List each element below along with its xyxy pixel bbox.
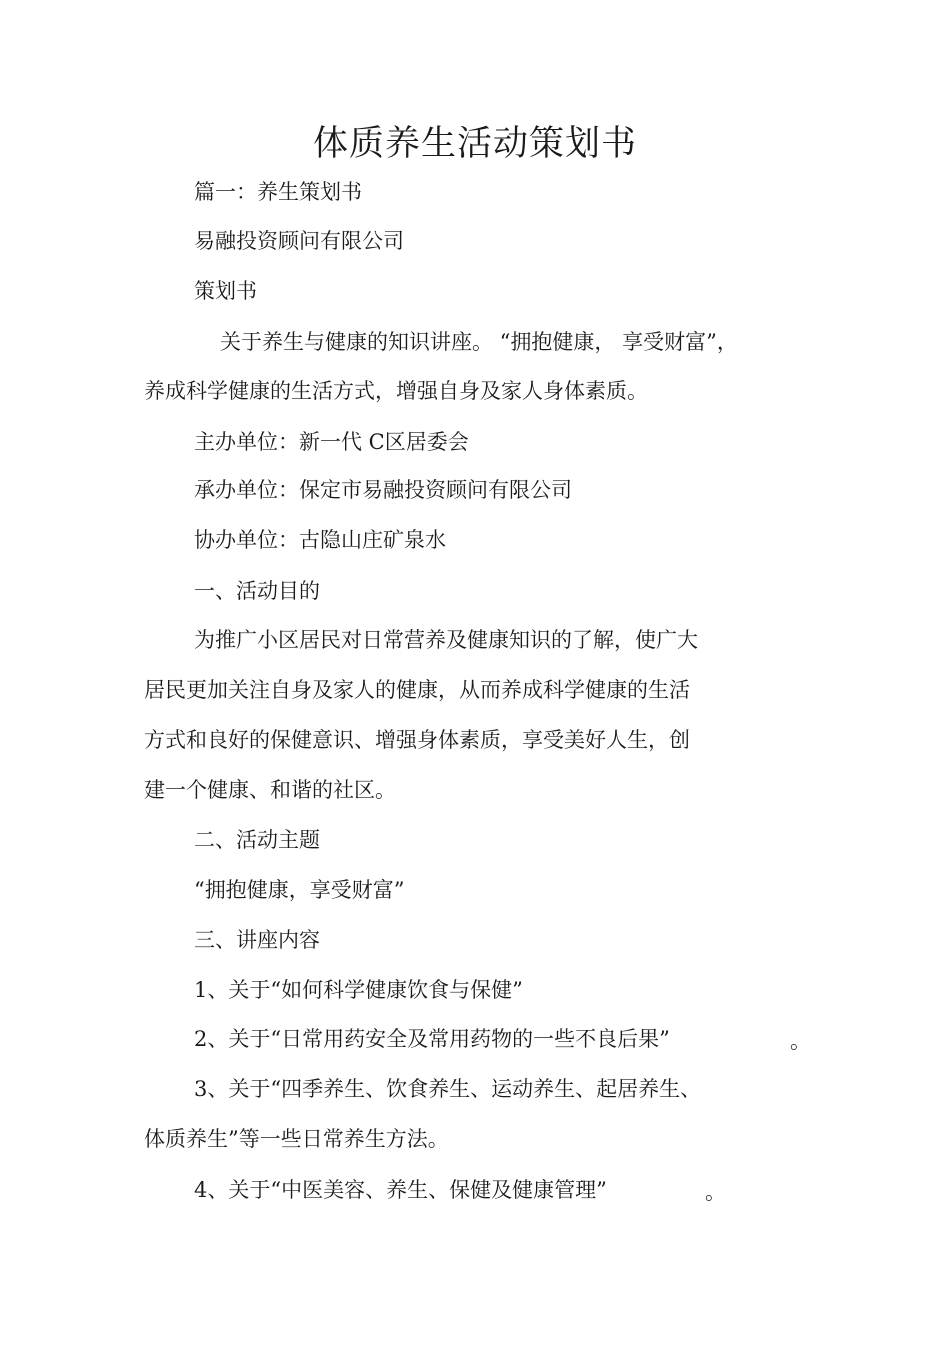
- chapter-heading: 篇一：养生策划书: [194, 180, 362, 204]
- content-item-4: 4、关于“中医美容、养生、保健及健康管理”: [194, 1178, 607, 1202]
- intro-line-1: 关于养生与健康的知识讲座。 “拥抱健康， 享受财富”，: [220, 330, 738, 354]
- content-item-2: 2、关于“日常用药安全及常用药物的一些不良后果”: [194, 1027, 670, 1051]
- theme-text: “拥抱健康，享受财富”: [194, 878, 405, 902]
- co-organizer: 协办单位：古隐山庄矿泉水: [194, 528, 446, 552]
- undertaker: 承办单位：保定市易融投资顾问有限公司: [194, 478, 572, 502]
- document-title: 体质养生活动策划书: [312, 124, 637, 164]
- section-heading-content: 三、讲座内容: [194, 928, 320, 952]
- content-item-2-end-mark: 。: [790, 1029, 811, 1053]
- purpose-line-4: 建一个健康、和谐的社区。: [144, 778, 396, 802]
- content-item-3-line-2: 体质养生”等一些日常养生方法。: [144, 1127, 449, 1151]
- section-heading-theme: 二、活动主题: [194, 828, 320, 852]
- purpose-line-3: 方式和良好的保健意识、增强身体素质，享受美好人生，创: [144, 728, 690, 752]
- content-item-4-end-mark: 。: [705, 1180, 726, 1204]
- content-item-3-line-1: 3、关于“四季养生、饮食养生、运动养生、起居养生、: [194, 1077, 702, 1101]
- plan-label: 策划书: [194, 279, 257, 303]
- purpose-line-1: 为推广小区居民对日常营养及健康知识的了解，使广大: [194, 628, 698, 652]
- organizer: 主办单位：新一代 C区居委会: [194, 430, 469, 454]
- intro-line-2: 养成科学健康的生活方式，增强自身及家人身体素质。: [144, 379, 648, 403]
- company-name: 易融投资顾问有限公司: [194, 229, 404, 253]
- content-item-1: 1、关于“如何科学健康饮食与保健”: [194, 978, 523, 1002]
- section-heading-purpose: 一、活动目的: [194, 579, 320, 603]
- purpose-line-2: 居民更加关注自身及家人的健康，从而养成科学健康的生活: [144, 678, 690, 702]
